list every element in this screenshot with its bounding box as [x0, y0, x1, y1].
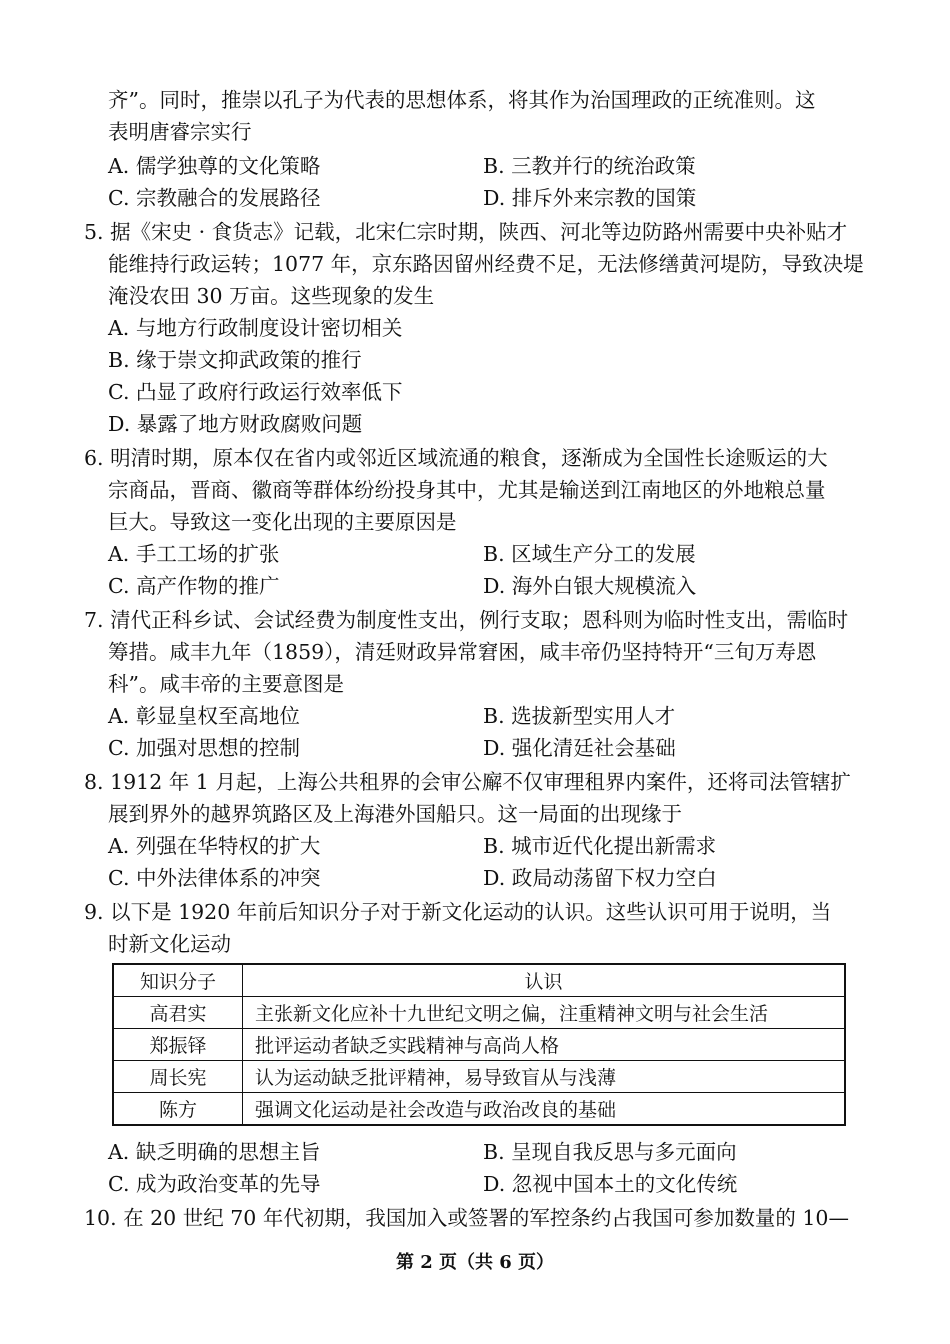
table-header-cell: 知识分子: [113, 964, 243, 997]
question-6-option-d[interactable]: D. 海外白银大规模流入: [483, 574, 697, 598]
table-row: [113, 1093, 845, 1126]
question-9-option-a[interactable]: A. 缺乏明确的思想主旨: [108, 1140, 321, 1164]
question-5-stem-line: 5. 据《宋史 · 食货志》记载，北宋仁宗时期，陕西、河北等边防路州需要中央补贴才: [84, 220, 848, 244]
question-4-text-line: 齐”。同时，推崇以孔子为代表的思想体系，将其作为治国理政的正统准则。这: [108, 88, 816, 112]
table-cell-view: 批评运动者缺乏实践精神与高尚人格: [243, 1029, 846, 1061]
question-6-stem-line: 巨大。导致这一变化出现的主要原因是: [108, 510, 457, 534]
page-number-footer: 第 2 页（共 6 页）: [395, 1252, 555, 1273]
question-8-option-a[interactable]: A. 列强在华特权的扩大: [108, 834, 321, 858]
question-8-option-c[interactable]: C. 中外法律体系的冲突: [108, 866, 321, 890]
intellectuals-views-table: [112, 963, 846, 1126]
question-10-stem-line: 10. 在 20 世纪 70 年代初期，我国加入或签署的军控条约占我国可参加数量的 10—: [84, 1206, 849, 1230]
question-9-option-d[interactable]: D. 忽视中国本土的文化传统: [483, 1172, 738, 1196]
question-6-option-b[interactable]: B. 区域生产分工的发展: [483, 542, 696, 566]
table-cell-name: 高君实: [113, 997, 243, 1029]
table-cell-name: 周长宪: [113, 1061, 243, 1093]
question-6-stem-line: 宗商品，晋商、徽商等群体纷纷投身其中，尤其是输送到江南地区的外地粮总量: [108, 478, 826, 502]
table-cell-view: 认为运动缺乏批评精神，易导致盲从与浅薄: [243, 1061, 846, 1093]
question-5-option-b[interactable]: B. 缘于崇文抑武政策的推行: [108, 348, 362, 372]
table-header-row: [113, 964, 845, 997]
question-5-option-a[interactable]: A. 与地方行政制度设计密切相关: [108, 316, 403, 340]
question-6-stem-line: 6. 明清时期，原本仅在省内或邻近区域流通的粮食，逐渐成为全国性长途贩运的大: [84, 446, 828, 470]
question-9-option-c[interactable]: C. 成为政治变革的先导: [108, 1172, 321, 1196]
question-5-option-d[interactable]: D. 暴露了地方财政腐败问题: [108, 412, 363, 436]
question-7-option-c[interactable]: C. 加强对思想的控制: [108, 736, 300, 760]
question-7-stem-line: 筹措。咸丰九年（1859），清廷财政异常窘困，咸丰帝仍坚持特开“三旬万寿恩: [108, 640, 817, 664]
question-8-stem-line: 展到界外的越界筑路区及上海港外国船只。这一局面的出现缘于: [108, 802, 682, 826]
table-cell-view: 强调文化运动是社会改造与政治改良的基础: [243, 1093, 846, 1126]
question-4-option-a[interactable]: A. 儒学独尊的文化策略: [108, 154, 321, 178]
question-5-option-c[interactable]: C. 凸显了政府行政运行效率低下: [108, 380, 403, 404]
question-4-option-d[interactable]: D. 排斥外来宗教的国策: [483, 186, 697, 210]
question-4-option-c[interactable]: C. 宗教融合的发展路径: [108, 186, 321, 210]
question-6-option-a[interactable]: A. 手工工场的扩张: [108, 542, 280, 566]
question-9-stem-line: 时新文化运动: [108, 932, 231, 956]
question-6-option-c[interactable]: C. 高产作物的推广: [108, 574, 280, 598]
question-7-stem-line: 7. 清代正科乡试、会试经费为制度性支出，例行支取；恩科则为临时性支出，需临时: [84, 608, 849, 632]
table-cell-name: 郑振铎: [113, 1029, 243, 1061]
table-cell-name: 陈方: [113, 1093, 243, 1126]
question-7-option-b[interactable]: B. 选拔新型实用人才: [483, 704, 676, 728]
question-9-stem-line: 9. 以下是 1920 年前后知识分子对于新文化运动的认识。这些认识可用于说明，当: [84, 900, 832, 924]
table-cell-view: 主张新文化应补十九世纪文明之偏，注重精神文明与社会生活: [243, 997, 846, 1029]
table-header-cell: 认识: [243, 964, 846, 997]
question-9-option-b[interactable]: B. 呈现自我反思与多元面向: [483, 1140, 737, 1164]
table-row: [113, 997, 845, 1029]
question-4-option-b[interactable]: B. 三教并行的统治政策: [483, 154, 696, 178]
question-8-option-b[interactable]: B. 城市近代化提出新需求: [483, 834, 717, 858]
question-7-stem-line: 科”。咸丰帝的主要意图是: [108, 672, 344, 696]
question-4-text-line: 表明唐睿宗实行: [108, 120, 252, 144]
question-5-stem-line: 能维持行政运转；1077 年，京东路因留州经费不足，无法修缮黄河堤防，导致决堤: [108, 252, 864, 276]
question-7-option-d[interactable]: D. 强化清廷社会基础: [483, 736, 676, 760]
question-7-option-a[interactable]: A. 彰显皇权至高地位: [108, 704, 300, 728]
question-5-stem-line: 淹没农田 30 万亩。这些现象的发生: [108, 284, 435, 308]
table-row: [113, 1061, 845, 1093]
table-row: [113, 1029, 845, 1061]
question-8-stem-line: 8. 1912 年 1 月起，上海公共租界的会审公廨不仅审理租界内案件，还将司法管辖扩: [84, 770, 851, 794]
question-8-option-d[interactable]: D. 政局动荡留下权力空白: [483, 866, 717, 890]
